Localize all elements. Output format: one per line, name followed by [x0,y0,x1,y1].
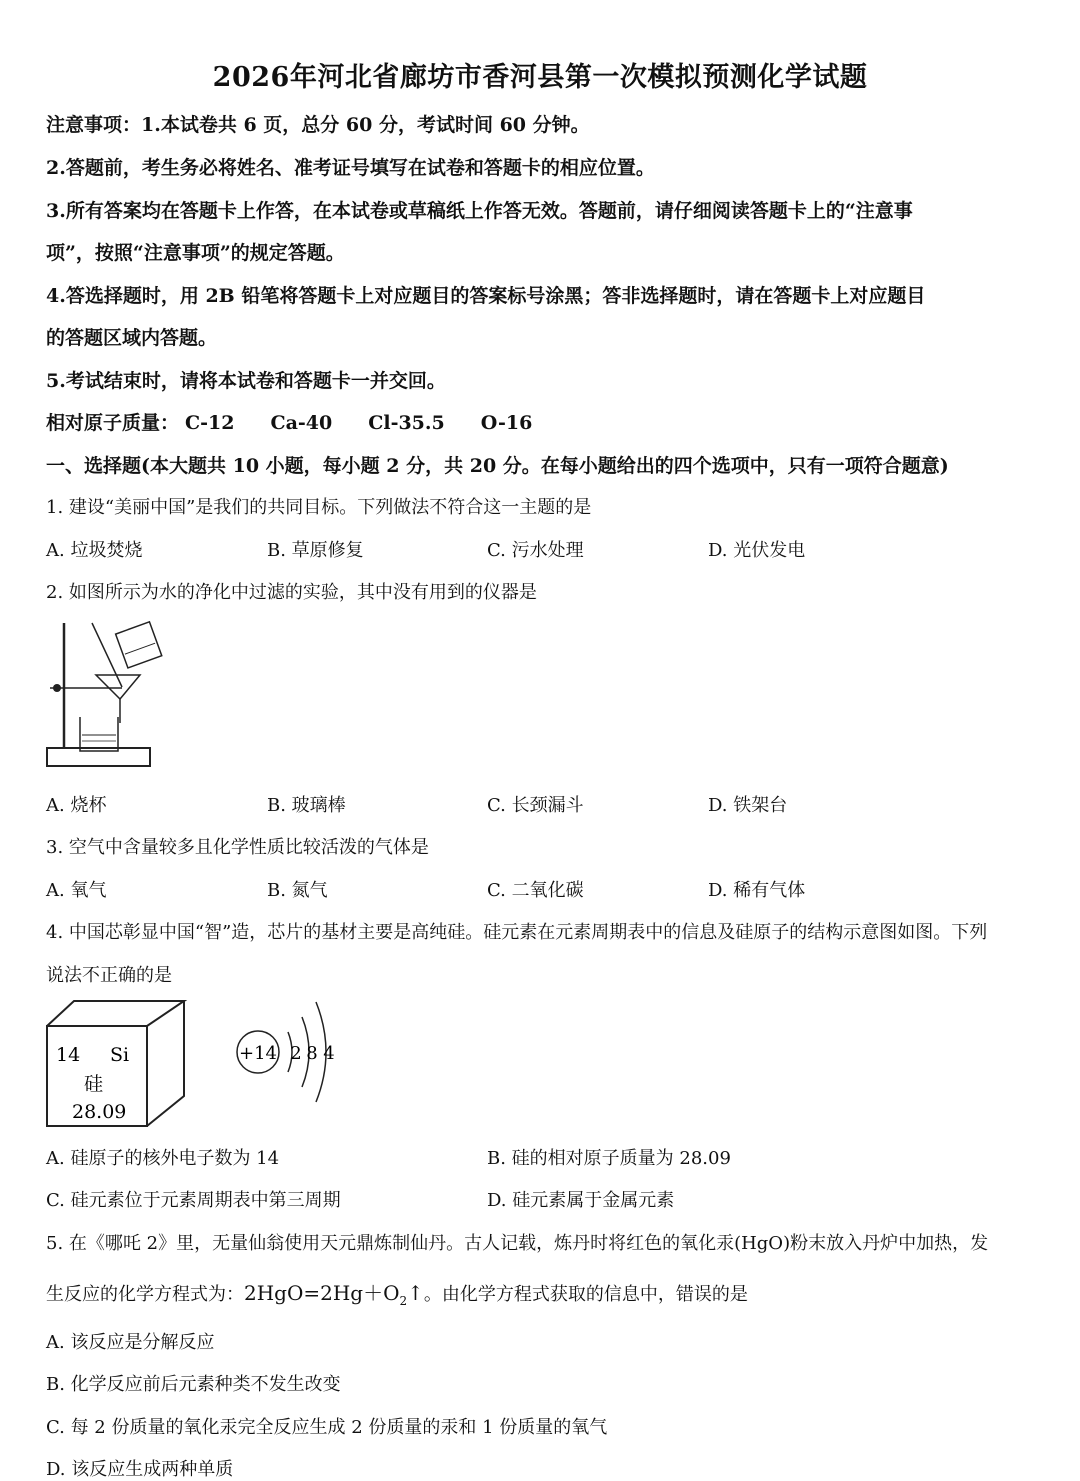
element-name: 硅 [84,1073,104,1095]
element-symbol: Si [110,1044,130,1066]
q1-stem: 1. 建设“美丽中国”是我们的共同目标。下列做法不符合这一主题的是 [46,497,592,518]
q5-stem-prefix: 生反应的化学方程式为： [46,1284,244,1305]
q3-option-a[interactable]: A. 氧气 [46,880,107,901]
q4-stem-a: 4. 中国芯彰显中国“智”造，芯片的基材主要是高纯硅。硅元素在元素周期表中的信息及硅原子的结构示意图如图。下列 [46,922,988,943]
atom-shell-2: 8 [306,1043,318,1064]
notice-line-4b: 的答题区域内答题。 [46,327,218,349]
q4-option-d[interactable]: D. 硅元素属于金属元素 [487,1190,675,1211]
atomic-mass-item: Ca-40 [270,412,333,434]
q2-option-c[interactable]: C. 长颈漏斗 [487,795,584,816]
q1-option-d[interactable]: D. 光伏发电 [708,540,806,561]
silicon-atom-structure-figure [230,992,350,1112]
q5-stem-b [46,1277,748,1308]
q2-option-b[interactable]: B. 玻璃棒 [267,795,346,816]
notice-line-2: 2.答题前，考生务必将姓名、准考证号填写在试卷和答题卡的相应位置。 [46,157,655,179]
q2-option-a[interactable]: A. 烧杯 [46,795,107,816]
notice-line-5: 5.考试结束时，请将本试卷和答题卡一并交回。 [46,370,446,392]
q4-option-a[interactable]: A. 硅原子的核外电子数为 14 [46,1148,280,1169]
atomic-mass-label: 相对原子质量： [46,412,180,434]
atom-shell-3: 4 [323,1043,335,1064]
filtration-apparatus-figure [40,615,170,775]
q3-stem: 3. 空气中含量较多且化学性质比较活泼的气体是 [46,837,429,858]
atomic-mass-item: Cl-35.5 [368,412,445,434]
q5-stem-a: 5. 在《哪吒 2》里，无量仙翁使用天元鼎炼制仙丹。古人记载，炼丹时将红色的氧化汞(HgO)粉末放入丹炉中加热，发 [46,1233,989,1254]
q2-stem: 2. 如图所示为水的净化中过滤的实验，其中没有用到的仪器是 [46,582,537,603]
q3-option-b[interactable]: B. 氮气 [267,880,328,901]
atomic-mass-line [46,408,568,435]
atomic-mass-item: O-16 [480,412,533,434]
notice-line-4a: 4.答选择题时，用 2B 铅笔将答题卡上对应题目的答案标号涂黑；答非选择题时，请在答题卡上对应题目 [46,285,926,307]
q4-option-b[interactable]: B. 硅的相对原子质量为 28.09 [487,1148,731,1169]
q2-option-d[interactable]: D. 铁架台 [708,795,788,816]
page-title: 2026年河北省廊坊市香河县第一次模拟预测化学试题 [212,62,868,93]
q5-equation-subscript: 2 [399,1294,408,1308]
q5-option-d[interactable]: D. 该反应生成两种单质 [46,1459,234,1480]
section-heading: 一、选择题(本大题共 10 小题，每小题 2 分，共 20 分。在每小题给出的四个选项中，只有一项符合题意) [46,455,949,477]
notice-line-1: 注意事项：1.本试卷共 6 页，总分 60 分，考试时间 60 分钟。 [46,114,590,136]
atomic-mass-item: C-12 [185,412,235,434]
atom-shell-1: 2 [290,1043,302,1064]
q5-equation-main: 2HgO=2Hg＋O [244,1281,400,1305]
q4-stem-b: 说法不正确的是 [46,965,172,986]
silicon-element-cell-figure [44,998,194,1130]
q1-option-c[interactable]: C. 污水处理 [487,540,584,561]
q5-option-a[interactable]: A. 该反应是分解反应 [46,1332,215,1353]
element-atomic-number: 14 [56,1044,81,1066]
q1-option-a[interactable]: A. 垃圾焚烧 [46,540,143,561]
q5-equation-arrow: ↑ [407,1281,424,1305]
q5-stem-suffix: 。由化学方程式获取的信息中，错误的是 [423,1284,748,1305]
q4-option-c[interactable]: C. 硅元素位于元素周期表中第三周期 [46,1190,341,1211]
q3-option-c[interactable]: C. 二氧化碳 [487,880,584,901]
q1-option-b[interactable]: B. 草原修复 [267,540,364,561]
notice-line-3a: 3.所有答案均在答题卡上作答，在本试卷或草稿纸上作答无效。答题前，请仔细阅读答题卡上的“注意事 [46,200,913,222]
q5-option-b[interactable]: B. 化学反应前后元素种类不发生改变 [46,1374,341,1395]
atom-nucleus-charge: +14 [239,1043,277,1064]
notice-line-3b: 项”，按照“注意事项”的规定答题。 [46,242,345,264]
q5-equation [244,1281,424,1308]
q5-option-c[interactable]: C. 每 2 份质量的氧化汞完全反应生成 2 份质量的汞和 1 份质量的氧气 [46,1417,608,1438]
q3-option-d[interactable]: D. 稀有气体 [708,880,806,901]
element-mass: 28.09 [72,1101,127,1123]
